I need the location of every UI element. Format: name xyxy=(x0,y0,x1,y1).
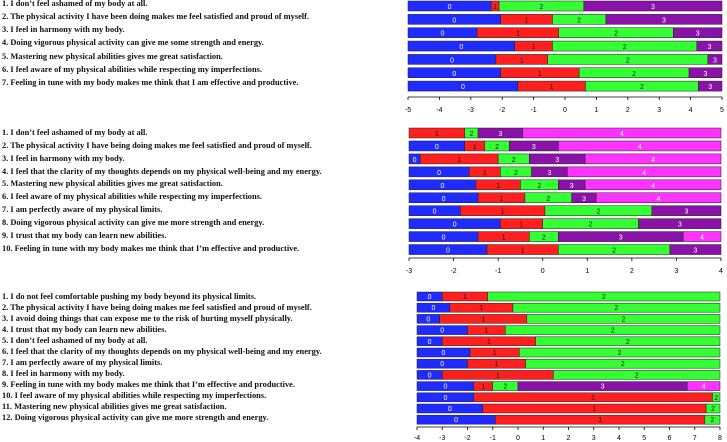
bar-segment-label: 0 xyxy=(443,394,448,402)
x-tick-label: 4 xyxy=(719,268,723,275)
bar-segment-label: 1 xyxy=(515,30,520,38)
statement-label: 3. I feel in harmony with my body. xyxy=(2,154,125,163)
statement-label: 12. Doing vigorous physical activity can give me more strength and energy. xyxy=(2,413,269,422)
bar-segment-label: 2 xyxy=(514,169,518,177)
statement-label: 6. I feel that the clarity of my thoughts depends on my physical well-being and my energy. xyxy=(2,347,322,356)
bar-segment-label: 3 xyxy=(498,131,503,138)
x-tick-label: -3 xyxy=(405,268,413,275)
x-tick-label: 2 xyxy=(566,435,571,442)
statement-label: 2. The physical activity I have being doing makes me feel satisfied and proud of myself. xyxy=(2,303,312,312)
bar-segment-label: 1 xyxy=(592,406,597,413)
bar-segment-label: 1 xyxy=(484,327,489,335)
bar-segment-label: 0 xyxy=(440,30,445,38)
stacked-bar-chart-3 xyxy=(0,289,727,442)
bar-segment-label: 2 xyxy=(546,195,551,203)
bar-segment-label: 2 xyxy=(614,30,618,38)
bar-segment-label: 1 xyxy=(494,361,499,369)
x-tick-label: 0 xyxy=(563,107,567,114)
x-tick-label: -1 xyxy=(530,107,537,114)
x-tick-label: 4 xyxy=(688,107,693,114)
statement-label: 6. I feel aware of my physical abilities while respecting my imperfections. xyxy=(2,65,262,74)
stacked-bar-chart-1 xyxy=(0,0,727,120)
bar-segment-label: 1 xyxy=(519,57,524,65)
bar-segment-label: 0 xyxy=(431,305,436,313)
stacked-bar-chart-2 xyxy=(0,125,727,275)
statement-label: 7. I am perfectly aware of my physical limits. xyxy=(2,358,163,367)
bar-segment-label: 2 xyxy=(625,57,630,65)
bar-segment-label: 0 xyxy=(452,70,457,78)
bar-segment-label: 1 xyxy=(457,156,462,164)
bar-segment-label: 0 xyxy=(412,156,417,164)
bar-segment-label: 3 xyxy=(581,195,586,203)
statement-label: 1. I don’t feel ashamed of my body at all. xyxy=(2,0,148,8)
bar-segment-label: 3 xyxy=(707,44,712,52)
bar-segment-label: 1 xyxy=(487,338,491,346)
bar-segment-label: 2 xyxy=(711,406,716,413)
bar-segment-label: 1 xyxy=(531,44,536,52)
statement-label: 9. I trust that my body can learn new abilities. xyxy=(2,231,167,240)
statement-label: 10. I feel aware of my physical abilities while respecting my imperfections. xyxy=(2,391,267,400)
bar-segment-label: 3 xyxy=(600,383,605,391)
bar-segment-label: 3 xyxy=(695,30,700,38)
bar-segment-label: 3 xyxy=(684,208,689,216)
statement-label: 8. Doing vigorous physical activity can give me more strength and energy. xyxy=(2,218,265,227)
bar-segment-label: 4 xyxy=(656,195,661,203)
bar-segment-label: 0 xyxy=(437,169,442,177)
statement-label: 2. The physical activity I have been doing makes me feel satisfied and proud of myself. xyxy=(2,12,310,21)
bar-segment-label: 0 xyxy=(432,208,437,216)
bar-segment-label: 0 xyxy=(427,338,432,346)
bar-segment-label: 4 xyxy=(651,156,655,164)
bar-segment-label: 1 xyxy=(537,70,542,78)
bar-segment-label: 2 xyxy=(622,44,627,52)
bar-segment-label: 0 xyxy=(452,17,457,25)
x-tick-label: -1 xyxy=(495,268,502,275)
bar-segment-label: 1 xyxy=(520,247,525,255)
x-tick-label: 1 xyxy=(594,107,599,114)
bar-segment-label: 0 xyxy=(452,221,457,229)
statement-label: 7. I am perfectly aware of my physical limits. xyxy=(2,205,163,214)
bar-segment-label: 0 xyxy=(440,327,445,335)
bar-segment-label: 3 xyxy=(555,156,560,164)
bar-segment-label: 3 xyxy=(703,70,708,78)
chart-panel-3 xyxy=(0,289,727,442)
x-tick-label: -2 xyxy=(499,107,506,114)
x-tick-label: 3 xyxy=(657,107,662,114)
bar-segment-label: 2 xyxy=(634,372,639,380)
bar-segment-label: 2 xyxy=(625,338,630,346)
x-tick-label: 1 xyxy=(585,268,590,275)
bar-segment-label: 0 xyxy=(447,4,452,11)
bar-segment-label: 1 xyxy=(434,131,439,138)
bar-segment-label: 2 xyxy=(617,350,622,357)
x-tick-label: 3 xyxy=(591,435,596,442)
x-tick-label: -4 xyxy=(436,107,443,114)
bar-segment-label: 0 xyxy=(440,182,445,190)
statement-label: 3. I feel in harmony with my body. xyxy=(2,25,125,34)
bar-segment-label: 3 xyxy=(547,169,552,177)
bar-segment-label: 0 xyxy=(426,316,431,324)
statement-label: 7. Feeling in tune with my body makes me think that I am effective and productive. xyxy=(2,78,299,87)
bar-segment-label: 0 xyxy=(441,234,446,242)
bar-segment-label: 3 xyxy=(661,17,666,25)
bar-segment-label: 2 xyxy=(714,394,719,402)
bar-segment-label: 0 xyxy=(454,417,459,425)
bar-segment-label: 2 xyxy=(610,327,615,335)
bar-segment-label: 0 xyxy=(441,350,446,357)
bar-segment-label: 1 xyxy=(463,294,467,301)
bar-segment-label: 0 xyxy=(443,383,448,391)
bar-segment-label: 0 xyxy=(459,44,464,52)
x-tick-label: -3 xyxy=(467,107,474,114)
bar-segment-label: 4 xyxy=(619,131,624,138)
bar-segment-label: 2 xyxy=(639,84,644,92)
bar-segment-label: 1 xyxy=(598,417,603,425)
bar-segment-label: 1 xyxy=(472,143,477,151)
bar-segment-label: 2 xyxy=(601,294,606,301)
bar-segment-label: 2 xyxy=(632,70,637,78)
bar-segment-label: 0 xyxy=(450,57,454,65)
bar-segment-label: 0 xyxy=(446,247,450,255)
statement-label: 2. The physical activity I have being doing makes me feel satisfied and proud of myself. xyxy=(2,141,312,150)
bar-segment-label: 1 xyxy=(591,394,596,402)
bar-segment-label: 4 xyxy=(651,182,655,190)
x-tick-label: -4 xyxy=(413,435,421,442)
x-tick-label: 2 xyxy=(629,268,634,275)
bar-segment-label: 2 xyxy=(511,156,516,164)
bar-segment-label: 1 xyxy=(496,182,501,190)
x-tick-label: 6 xyxy=(667,435,672,442)
bar-segment-label: 3 xyxy=(569,182,574,190)
statement-label: 3. I avoid doing things that can expose me to the risk of hurting myself physically. xyxy=(2,314,293,323)
bar-segment-label: 3 xyxy=(618,234,623,242)
bar-segment-label: 1 xyxy=(501,234,506,242)
bar-segment-label: 0 xyxy=(427,372,432,380)
x-tick-label: 4 xyxy=(617,435,621,442)
bar-segment-label: 2 xyxy=(469,131,474,138)
bar-segment-label: 2 xyxy=(537,182,542,190)
bar-segment-label: 1 xyxy=(481,383,486,391)
bar-segment-label: 2 xyxy=(596,208,601,216)
bar-segment-label: 2 xyxy=(539,4,544,11)
bar-segment-label: 1 xyxy=(549,84,554,92)
bar-segment-label: 2 xyxy=(620,361,625,369)
bar-segment-label: 1 xyxy=(519,221,524,229)
statement-label: 9. Feeling in tune with my body makes me think that I’m effective and productive. xyxy=(2,380,295,389)
x-tick-label: 5 xyxy=(642,435,647,442)
x-tick-label: -5 xyxy=(404,107,412,114)
bar-segment-label: 2 xyxy=(577,17,582,25)
chart-panel-2 xyxy=(0,125,727,275)
statement-label: 11. Mastering new physical abilities gives me great satisfaction. xyxy=(2,402,227,411)
bar-segment-label: 0 xyxy=(427,294,432,301)
x-tick-label: -3 xyxy=(439,435,446,442)
bar-segment-label: 0 xyxy=(460,84,465,92)
bar-segment-label: 1 xyxy=(482,169,487,177)
bar-segment-label: 3 xyxy=(531,143,536,151)
x-tick-label: 5 xyxy=(720,107,724,114)
statement-label: 4. I trust that my body can learn new abilities. xyxy=(2,325,167,334)
bar-segment-label: 3 xyxy=(677,221,682,229)
x-tick-label: 1 xyxy=(541,435,546,442)
x-tick-label: 0 xyxy=(516,435,520,442)
bar-segment-label: 0 xyxy=(440,361,445,369)
bar-segment-label: 0 xyxy=(447,406,452,413)
x-tick-label: -1 xyxy=(489,435,496,442)
statement-label: 5. Mastering new physical abilities gives me great satisfaction. xyxy=(2,52,223,61)
statement-label: 1. I do not feel comfortable pushing my body beyond its physical limits. xyxy=(2,292,257,301)
statement-label: 1. I don’t feel ashamed of my body at all. xyxy=(2,128,148,137)
statement-label: 8. I feel in harmony with my body. xyxy=(2,369,125,378)
bar-segment-label: 1 xyxy=(492,350,497,357)
bar-segment-label: 3 xyxy=(708,84,713,92)
bar-segment-label: 2 xyxy=(495,143,499,151)
x-tick-label: -2 xyxy=(450,268,457,275)
statement-label: 5. I don’t feel ashamed of my body at all. xyxy=(2,336,148,345)
bar-segment-label: 1 xyxy=(495,372,500,380)
bar-segment-label: 1 xyxy=(479,305,484,313)
x-tick-label: -2 xyxy=(464,435,471,442)
bar-segment-label: 3 xyxy=(650,4,655,11)
bar-segment-label: 2 xyxy=(503,383,508,391)
x-tick-label: 8 xyxy=(718,435,722,442)
bar-segment-label: 0 xyxy=(434,143,439,151)
bar-segment-label: 4 xyxy=(701,383,706,391)
bar-segment-label: 4 xyxy=(642,169,647,177)
bar-segment-label: 1 xyxy=(524,17,529,25)
statement-label: 6. I feel aware of my physical abilities while respecting my imperfections. xyxy=(2,192,262,201)
bar-segment-label: 1 xyxy=(500,208,505,216)
bar-segment-label: 0 xyxy=(441,195,446,203)
statement-label: 10. Feeling in tune with my body makes me think that I’m effective and productive. xyxy=(2,244,300,253)
bar-segment-label: 1 xyxy=(493,4,498,11)
bar-segment-label: 3 xyxy=(712,57,717,65)
bar-segment-label: 4 xyxy=(637,143,642,151)
bar-segment-label: 2 xyxy=(614,305,619,313)
bar-segment-label: 2 xyxy=(612,247,616,255)
x-tick-label: 3 xyxy=(674,268,679,275)
bar-segment-label: 2 xyxy=(588,221,593,229)
bar-segment-label: 1 xyxy=(499,195,504,203)
bar-segment-label: 2 xyxy=(541,234,546,242)
x-tick-label: 0 xyxy=(540,268,545,275)
x-tick-label: 2 xyxy=(625,107,630,114)
x-tick-label: 7 xyxy=(692,435,697,442)
statement-label: 4. Doing vigorous physical activity can give me some strength and energy. xyxy=(2,38,264,47)
bar-segment-label: 2 xyxy=(621,316,626,324)
bar-segment-label: 3 xyxy=(693,247,698,255)
bar-segment-label: 2 xyxy=(710,417,715,425)
bar-segment-label: 4 xyxy=(700,234,705,242)
bar-segment-label: 1 xyxy=(481,316,486,324)
statement-label: 4. I feel that the clarity of my thoughts depends on my physical well-being and my energy. xyxy=(2,167,322,176)
statement-label: 5. Mastering new physical abilities gives me great satisfaction. xyxy=(2,179,223,188)
chart-panel-1 xyxy=(0,0,727,120)
